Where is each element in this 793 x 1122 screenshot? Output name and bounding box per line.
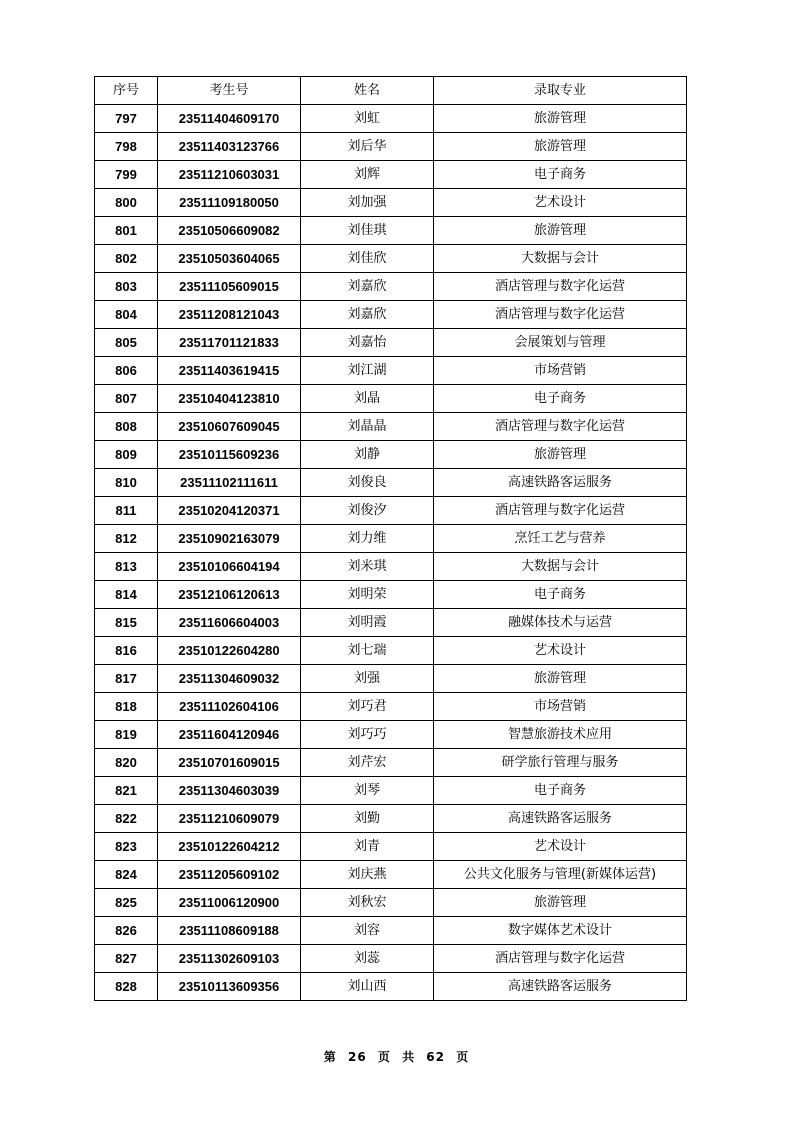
cell-major: 酒店管理与数字化运营 — [434, 301, 687, 329]
cell-major: 电子商务 — [434, 161, 687, 189]
table-row — [95, 189, 687, 217]
cell-exam-id: 23511403123766 — [158, 133, 301, 161]
cell-seq: 811 — [95, 497, 158, 525]
cell-name: 刘俊汐 — [301, 497, 434, 525]
cell-major: 会展策划与管理 — [434, 329, 687, 357]
cell-exam-id: 23511109180050 — [158, 189, 301, 217]
cell-exam-id: 23510115609236 — [158, 441, 301, 469]
cell-name: 刘虹 — [301, 105, 434, 133]
cell-seq: 801 — [95, 217, 158, 245]
table-row — [95, 441, 687, 469]
cell-name: 刘后华 — [301, 133, 434, 161]
table-header-row — [95, 77, 687, 105]
cell-seq: 814 — [95, 581, 158, 609]
cell-major: 艺术设计 — [434, 189, 687, 217]
footer-total-pages: 62 — [426, 1050, 445, 1064]
cell-seq: 825 — [95, 889, 158, 917]
cell-seq: 803 — [95, 273, 158, 301]
cell-major: 酒店管理与数字化运营 — [434, 497, 687, 525]
table-row — [95, 133, 687, 161]
cell-exam-id: 23511102111611 — [158, 469, 301, 497]
cell-seq: 820 — [95, 749, 158, 777]
cell-exam-id: 23511006120900 — [158, 889, 301, 917]
cell-name: 刘江湖 — [301, 357, 434, 385]
header-name: 姓名 — [301, 77, 434, 105]
cell-exam-id: 23511304609032 — [158, 665, 301, 693]
table-row — [95, 105, 687, 133]
table-row — [95, 413, 687, 441]
cell-name: 刘秋宏 — [301, 889, 434, 917]
header-seq: 序号 — [95, 77, 158, 105]
footer-page-number: 26 — [348, 1050, 367, 1064]
cell-major: 公共文化服务与管理(新媒体运营) — [434, 861, 687, 889]
cell-seq: 816 — [95, 637, 158, 665]
cell-seq: 817 — [95, 665, 158, 693]
table-row — [95, 273, 687, 301]
cell-seq: 812 — [95, 525, 158, 553]
cell-name: 刘芹宏 — [301, 749, 434, 777]
admission-table-container — [94, 76, 686, 1001]
cell-major: 艺术设计 — [434, 637, 687, 665]
table-row — [95, 693, 687, 721]
cell-exam-id: 23510122604212 — [158, 833, 301, 861]
table-row — [95, 973, 687, 1001]
cell-seq: 807 — [95, 385, 158, 413]
cell-name: 刘晶 — [301, 385, 434, 413]
cell-seq: 806 — [95, 357, 158, 385]
cell-seq: 799 — [95, 161, 158, 189]
cell-exam-id: 23511604120946 — [158, 721, 301, 749]
table-row — [95, 469, 687, 497]
cell-major: 数字媒体艺术设计 — [434, 917, 687, 945]
cell-major: 旅游管理 — [434, 889, 687, 917]
cell-name: 刘嘉怡 — [301, 329, 434, 357]
cell-name: 刘辉 — [301, 161, 434, 189]
table-row — [95, 861, 687, 889]
table-row — [95, 357, 687, 385]
cell-exam-id: 23510122604280 — [158, 637, 301, 665]
table-row — [95, 777, 687, 805]
cell-seq: 819 — [95, 721, 158, 749]
table-row — [95, 161, 687, 189]
table-body — [95, 105, 687, 1001]
cell-name: 刘晶晶 — [301, 413, 434, 441]
cell-major: 旅游管理 — [434, 665, 687, 693]
cell-major: 旅游管理 — [434, 133, 687, 161]
cell-name: 刘力维 — [301, 525, 434, 553]
table-row — [95, 637, 687, 665]
cell-major: 市场营销 — [434, 357, 687, 385]
cell-name: 刘巧巧 — [301, 721, 434, 749]
table-row — [95, 665, 687, 693]
cell-exam-id: 23511105609015 — [158, 273, 301, 301]
table-row — [95, 217, 687, 245]
cell-seq: 826 — [95, 917, 158, 945]
cell-seq: 804 — [95, 301, 158, 329]
cell-exam-id: 23510204120371 — [158, 497, 301, 525]
cell-exam-id: 23510902163079 — [158, 525, 301, 553]
table-row — [95, 609, 687, 637]
cell-name: 刘青 — [301, 833, 434, 861]
cell-seq: 810 — [95, 469, 158, 497]
cell-name: 刘容 — [301, 917, 434, 945]
cell-seq: 828 — [95, 973, 158, 1001]
cell-major: 大数据与会计 — [434, 553, 687, 581]
table-row — [95, 553, 687, 581]
cell-exam-id: 23511701121833 — [158, 329, 301, 357]
cell-exam-id: 23510404123810 — [158, 385, 301, 413]
cell-major: 电子商务 — [434, 385, 687, 413]
header-exam-id: 考生号 — [158, 77, 301, 105]
cell-major: 电子商务 — [434, 777, 687, 805]
cell-seq: 823 — [95, 833, 158, 861]
table-row — [95, 917, 687, 945]
table-row — [95, 329, 687, 357]
cell-seq: 808 — [95, 413, 158, 441]
cell-major: 高速铁路客运服务 — [434, 973, 687, 1001]
footer-suffix: 页 — [456, 1050, 470, 1064]
footer-total-word: 共 — [402, 1050, 416, 1064]
table-row — [95, 245, 687, 273]
cell-name: 刘勤 — [301, 805, 434, 833]
table-row — [95, 945, 687, 973]
cell-seq: 821 — [95, 777, 158, 805]
cell-name: 刘巧君 — [301, 693, 434, 721]
cell-seq: 809 — [95, 441, 158, 469]
cell-name: 刘明荣 — [301, 581, 434, 609]
cell-major: 市场营销 — [434, 693, 687, 721]
cell-name: 刘强 — [301, 665, 434, 693]
cell-exam-id: 23511210603031 — [158, 161, 301, 189]
table-row — [95, 721, 687, 749]
cell-name: 刘七瑞 — [301, 637, 434, 665]
cell-major: 融媒体技术与运营 — [434, 609, 687, 637]
cell-major: 烹饪工艺与营养 — [434, 525, 687, 553]
cell-name: 刘蕊 — [301, 945, 434, 973]
cell-exam-id: 23511108609188 — [158, 917, 301, 945]
cell-seq: 815 — [95, 609, 158, 637]
cell-name: 刘嘉欣 — [301, 301, 434, 329]
cell-exam-id: 23511302609103 — [158, 945, 301, 973]
cell-major: 旅游管理 — [434, 441, 687, 469]
table-row — [95, 749, 687, 777]
cell-exam-id: 23511102604106 — [158, 693, 301, 721]
cell-major: 研学旅行管理与服务 — [434, 749, 687, 777]
cell-name: 刘佳琪 — [301, 217, 434, 245]
cell-major: 酒店管理与数字化运营 — [434, 945, 687, 973]
cell-exam-id: 23511304603039 — [158, 777, 301, 805]
cell-exam-id: 23510113609356 — [158, 973, 301, 1001]
cell-name: 刘庆燕 — [301, 861, 434, 889]
cell-name: 刘山西 — [301, 973, 434, 1001]
cell-major: 酒店管理与数字化运营 — [434, 273, 687, 301]
table-row — [95, 385, 687, 413]
cell-name: 刘嘉欣 — [301, 273, 434, 301]
cell-name: 刘俊良 — [301, 469, 434, 497]
footer-page-word: 页 — [377, 1050, 391, 1064]
table-row — [95, 301, 687, 329]
table-row — [95, 889, 687, 917]
cell-major: 酒店管理与数字化运营 — [434, 413, 687, 441]
cell-name: 刘佳欣 — [301, 245, 434, 273]
header-major: 录取专业 — [434, 77, 687, 105]
cell-exam-id: 23510106604194 — [158, 553, 301, 581]
cell-major: 旅游管理 — [434, 217, 687, 245]
cell-major: 电子商务 — [434, 581, 687, 609]
cell-seq: 822 — [95, 805, 158, 833]
cell-name: 刘静 — [301, 441, 434, 469]
footer-prefix: 第 — [323, 1050, 337, 1064]
cell-major: 智慧旅游技术应用 — [434, 721, 687, 749]
cell-major: 高速铁路客运服务 — [434, 469, 687, 497]
cell-seq: 824 — [95, 861, 158, 889]
cell-exam-id: 23511208121043 — [158, 301, 301, 329]
cell-name: 刘加强 — [301, 189, 434, 217]
cell-major: 高速铁路客运服务 — [434, 805, 687, 833]
cell-exam-id: 23511606604003 — [158, 609, 301, 637]
cell-exam-id: 23510506609082 — [158, 217, 301, 245]
cell-exam-id: 23510701609015 — [158, 749, 301, 777]
table-row — [95, 525, 687, 553]
cell-exam-id: 23510503604065 — [158, 245, 301, 273]
cell-seq: 798 — [95, 133, 158, 161]
cell-seq: 805 — [95, 329, 158, 357]
cell-exam-id: 23511205609102 — [158, 861, 301, 889]
cell-seq: 813 — [95, 553, 158, 581]
table-row — [95, 581, 687, 609]
cell-major: 旅游管理 — [434, 105, 687, 133]
cell-seq: 800 — [95, 189, 158, 217]
table-row — [95, 833, 687, 861]
page-footer — [0, 1048, 793, 1065]
table-row — [95, 805, 687, 833]
cell-seq: 827 — [95, 945, 158, 973]
cell-exam-id: 23510607609045 — [158, 413, 301, 441]
cell-seq: 797 — [95, 105, 158, 133]
cell-seq: 802 — [95, 245, 158, 273]
table-row — [95, 497, 687, 525]
admission-table — [94, 76, 687, 1001]
cell-major: 大数据与会计 — [434, 245, 687, 273]
cell-exam-id: 23512106120613 — [158, 581, 301, 609]
cell-name: 刘明霞 — [301, 609, 434, 637]
cell-exam-id: 23511403619415 — [158, 357, 301, 385]
cell-major: 艺术设计 — [434, 833, 687, 861]
cell-exam-id: 23511404609170 — [158, 105, 301, 133]
cell-name: 刘琴 — [301, 777, 434, 805]
cell-exam-id: 23511210609079 — [158, 805, 301, 833]
cell-name: 刘米琪 — [301, 553, 434, 581]
cell-seq: 818 — [95, 693, 158, 721]
